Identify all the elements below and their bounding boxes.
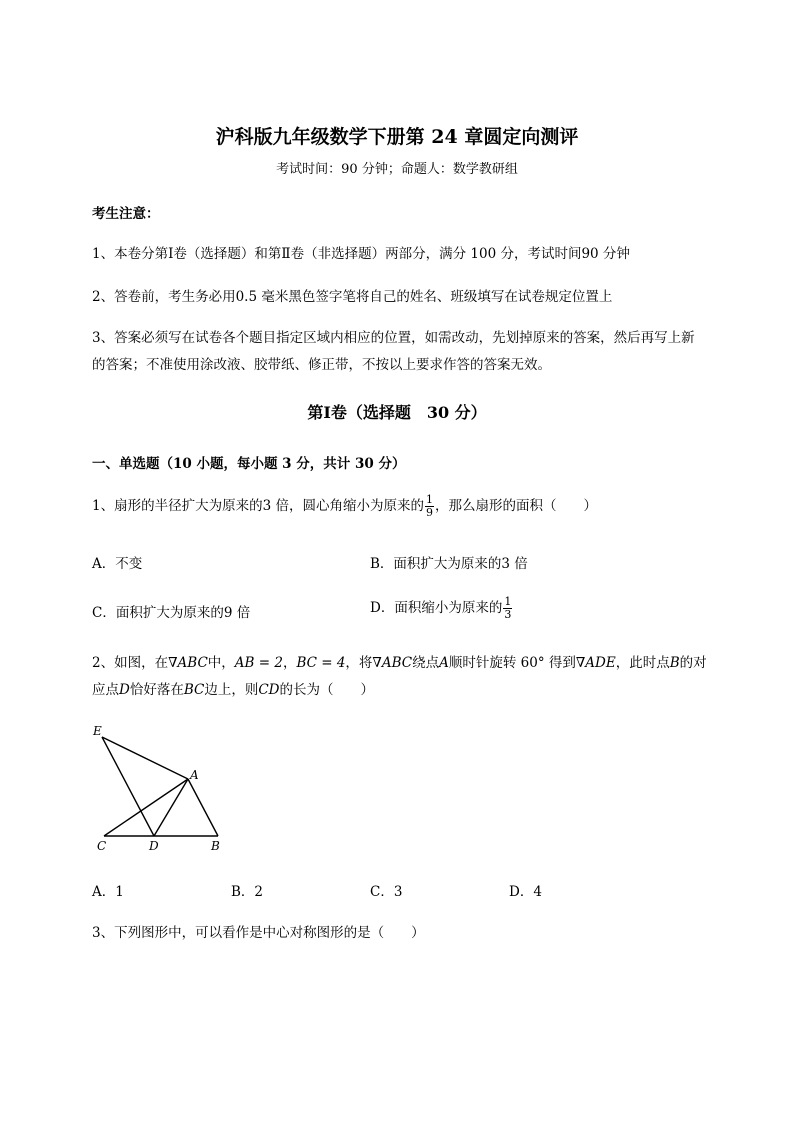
- q2-triangle-abc: ∇ABC: [168, 655, 208, 671]
- q1-stem-tail: ，那么扇形的面积（ ）: [434, 498, 597, 514]
- q2-text: ，将: [345, 655, 373, 671]
- segment-ed: [102, 737, 154, 836]
- segment-ca: [104, 779, 188, 836]
- q1-option-c: C．面积扩大为原来的9 倍: [92, 605, 251, 621]
- q2-text: ，此时点: [615, 655, 670, 671]
- q2-text: ，: [282, 655, 297, 671]
- segment-ab: [188, 779, 218, 836]
- segment-da: [154, 779, 188, 836]
- q2-ab-value: AB = 2: [234, 655, 283, 671]
- q1-option-d: [370, 596, 513, 621]
- q2-option-a: A．1: [92, 884, 124, 900]
- notice-heading: 考生注意：: [92, 206, 160, 222]
- label-a: A: [190, 768, 199, 782]
- q2-triangle-ade: ∇ADE: [575, 655, 616, 671]
- q2-point: A: [439, 655, 449, 671]
- label-c: C: [97, 839, 107, 853]
- q2-triangle-abc: ∇ABC: [372, 655, 413, 671]
- q2-text: 顺时针旋转 60° 得到: [448, 655, 576, 671]
- q2-segment: CD: [258, 682, 280, 698]
- q2-text: 绕点: [412, 655, 440, 671]
- q2-segment: BC: [183, 682, 205, 698]
- section-title: 第Ⅰ卷（选择题 30 分）: [307, 403, 487, 422]
- exam-info: 考试时间：90 分钟；命题人：数学教研组: [276, 162, 518, 177]
- q1-fraction: [425, 494, 434, 519]
- q2-option-d: D．4: [509, 884, 542, 900]
- q1-option-b: B．面积扩大为原来的3 倍: [370, 556, 528, 572]
- q2-text: 2、如图，在: [92, 655, 169, 671]
- question-3-stem: 3、下列图形中，可以看作是中心对称图形的是（ ）: [92, 925, 425, 941]
- question-2-stem-line1: [92, 651, 707, 671]
- q1-option-d-text: D．面积缩小为原来的: [370, 600, 503, 616]
- q2-text: 中，: [207, 655, 235, 671]
- notice-item-2: 2、答卷前，考生务必用0.5 毫米黑色签字笔将自己的姓名、班级填写在试卷规定位置上: [92, 289, 613, 305]
- notice-item-3-cont: 的答案；不准使用涂改液、胶带纸、修正带，不按以上要求作答的答案无效。: [92, 357, 551, 373]
- question-1-stem: [92, 494, 597, 519]
- q1-option-a: A．不变: [92, 556, 143, 572]
- q2-point: D: [119, 682, 130, 698]
- notice-item-3: 3、答案必须写在试卷各个题目指定区域内相应的位置，如需改动，先划掉原来的答案，然后再写上新: [92, 330, 695, 346]
- label-e: E: [93, 724, 102, 738]
- q2-bc-value: BC = 4: [296, 655, 346, 671]
- q1-frac-den: 9: [425, 506, 433, 519]
- part-heading: 一、单选题（10 小题，每小题 3 分，共计 30 分）: [92, 456, 406, 472]
- q2-figure: [88, 718, 238, 858]
- q2-text: 边上，则: [204, 682, 259, 698]
- notice-item-1: 1、本卷分第Ⅰ卷（选择题）和第Ⅱ卷（非选择题）两部分，满分 100 分，考试时间90 分钟: [92, 246, 630, 262]
- q2-point: B: [669, 655, 680, 671]
- q1-option-d-fraction: [503, 596, 512, 621]
- label-d: D: [149, 839, 159, 853]
- page-title: 沪科版九年级数学下册第 24 章圆定向测评: [215, 126, 579, 148]
- q2-option-c: C．3: [370, 884, 403, 900]
- q2-option-b: B．2: [231, 884, 264, 900]
- label-b: B: [211, 839, 220, 853]
- q2-text: 应点: [92, 682, 119, 698]
- question-2-stem-line2: [92, 678, 374, 698]
- q1-option-d-den: 3: [504, 608, 512, 621]
- segment-ea: [102, 737, 188, 779]
- q2-text: 恰好落在: [129, 682, 184, 698]
- q2-text: 的长为（ ）: [279, 682, 374, 698]
- q2-text: 的对: [679, 655, 707, 671]
- q1-stem-text: 1、扇形的半径扩大为原来的3 倍，圆心角缩小为原来的: [92, 498, 424, 514]
- q1-frac-num: 1: [425, 493, 433, 506]
- q1-option-d-num: 1: [504, 595, 512, 608]
